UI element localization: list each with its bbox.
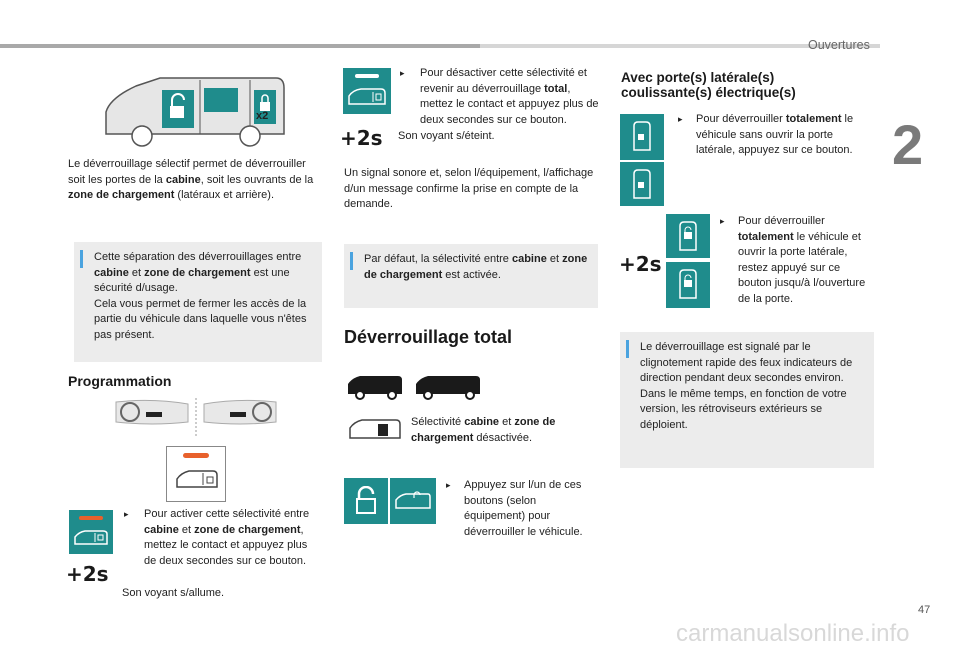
section-title: Ouvertures: [808, 38, 870, 52]
note-text: Par défaut, la sélectivité entre cabine et zone de chargement est activée.: [364, 253, 588, 281]
unlock-van-button: [390, 478, 436, 524]
note-stripe: [350, 252, 353, 270]
status-lamp-on: Son voyant s/allume.: [122, 587, 225, 599]
van-badge: x2: [256, 110, 269, 122]
note-stripe: [626, 340, 629, 358]
selective-button-teal: [69, 510, 113, 554]
unlock-no-door-button-1: [620, 114, 664, 160]
mirror-button-illustration: [112, 396, 280, 438]
selective-unlock-button-illustration: [166, 446, 226, 502]
selectivity-disabled-icon: [348, 416, 402, 442]
chapter-number: 2: [892, 113, 924, 176]
bullet-press-buttons: ▸ Appuyez sur l/un de ces boutons (selon équipement) pour déverrouiller le véhicule.: [446, 479, 583, 538]
bullet-deactivate: ▸ Pour désactiver cette sélectivité et revenir au déverrouillage total, mettez le contact et appuyez plus de deux secondes sur ce bouton.: [400, 67, 599, 126]
heading-deverrouillage-total: Déverrouillage total: [344, 327, 513, 347]
confirmation-paragraph: Un signal sonore et, selon l/équipement, l/affichage d/un message confirme la prise en compte de la demande.: [344, 167, 594, 210]
watermark: carmanualsonline.info: [676, 620, 910, 647]
indicator-lamp: [355, 74, 379, 78]
status-lamp-off: Son voyant s/éteint.: [398, 130, 495, 142]
bullet-marker: ▸: [400, 68, 405, 78]
note-stripe: [80, 250, 83, 268]
indicator-lamp: [79, 516, 103, 520]
bullet-unlock-open-door: ▸ Pour déverrouiller totalement le véhicule et ouvrir la porte latérale, restez appuyé sur ce bouton jusqu/à l/ouverture de la porte.: [720, 215, 866, 305]
intro-paragraph: Le déverrouillage sélectif permet de déverrouiller soit les portes de la cabine, soit les ouvrants de la zone de chargement (latéraux et arrière).: [68, 158, 314, 201]
note-text: Cette séparation des déverrouillages entre cabine et zone de chargement est une sécurité d/usage. Cela vous permet de fermer les accès de la partie du véhicule dans laquelle vous n'êtes pas présent.: [94, 251, 307, 341]
unlock-all-button: [344, 478, 388, 524]
unlock-no-door-button-2: [620, 162, 664, 206]
selectivity-disabled-text: Sélectivité cabine et zone de chargement désactivée.: [411, 416, 556, 444]
header-bar-dark: [0, 44, 480, 48]
note-box-default: [344, 244, 598, 308]
note-box-separation: [74, 242, 322, 362]
van-icons-pair: [346, 370, 482, 400]
heading-programmation: Programmation: [68, 373, 172, 389]
hold-2s-badge: +2s: [66, 562, 109, 586]
bullet-activate: ▸ Pour activer cette sélectivité entre cabine et zone de chargement, mettez le contact et appuyez plus de deux secondes sur ce bouton.: [124, 508, 310, 567]
unlock-open-door-button-1: [666, 214, 710, 258]
heading-sliding-doors: Avec porte(s) latérale(s) coulissante(s) électrique(s): [621, 70, 796, 100]
hold-2s-badge: +2s: [619, 252, 662, 276]
note-box-signal: [620, 332, 874, 468]
bullet-marker: ▸: [678, 114, 683, 124]
bullet-marker: ▸: [446, 480, 451, 490]
hold-2s-badge: +2s: [340, 126, 383, 150]
note-text: Le déverrouillage est signalé par le clignotement rapide des feux indicateurs de direction pendant deux secondes environ. Dans le même temps, en fonction de votre version, les rétroviseurs extérieurs se déploient.: [640, 341, 853, 431]
unlock-open-door-button-2: [666, 262, 710, 308]
page-number: 47: [918, 604, 931, 616]
bullet-marker: ▸: [124, 509, 129, 519]
indicator-lamp: [183, 453, 209, 458]
selective-button-teal-off: [343, 68, 391, 114]
bullet-unlock-no-door: ▸ Pour déverrouiller totalement le véhicule sans ouvrir la porte latérale, appuyez sur ce bouton.: [678, 113, 854, 156]
bullet-marker: ▸: [720, 216, 725, 226]
